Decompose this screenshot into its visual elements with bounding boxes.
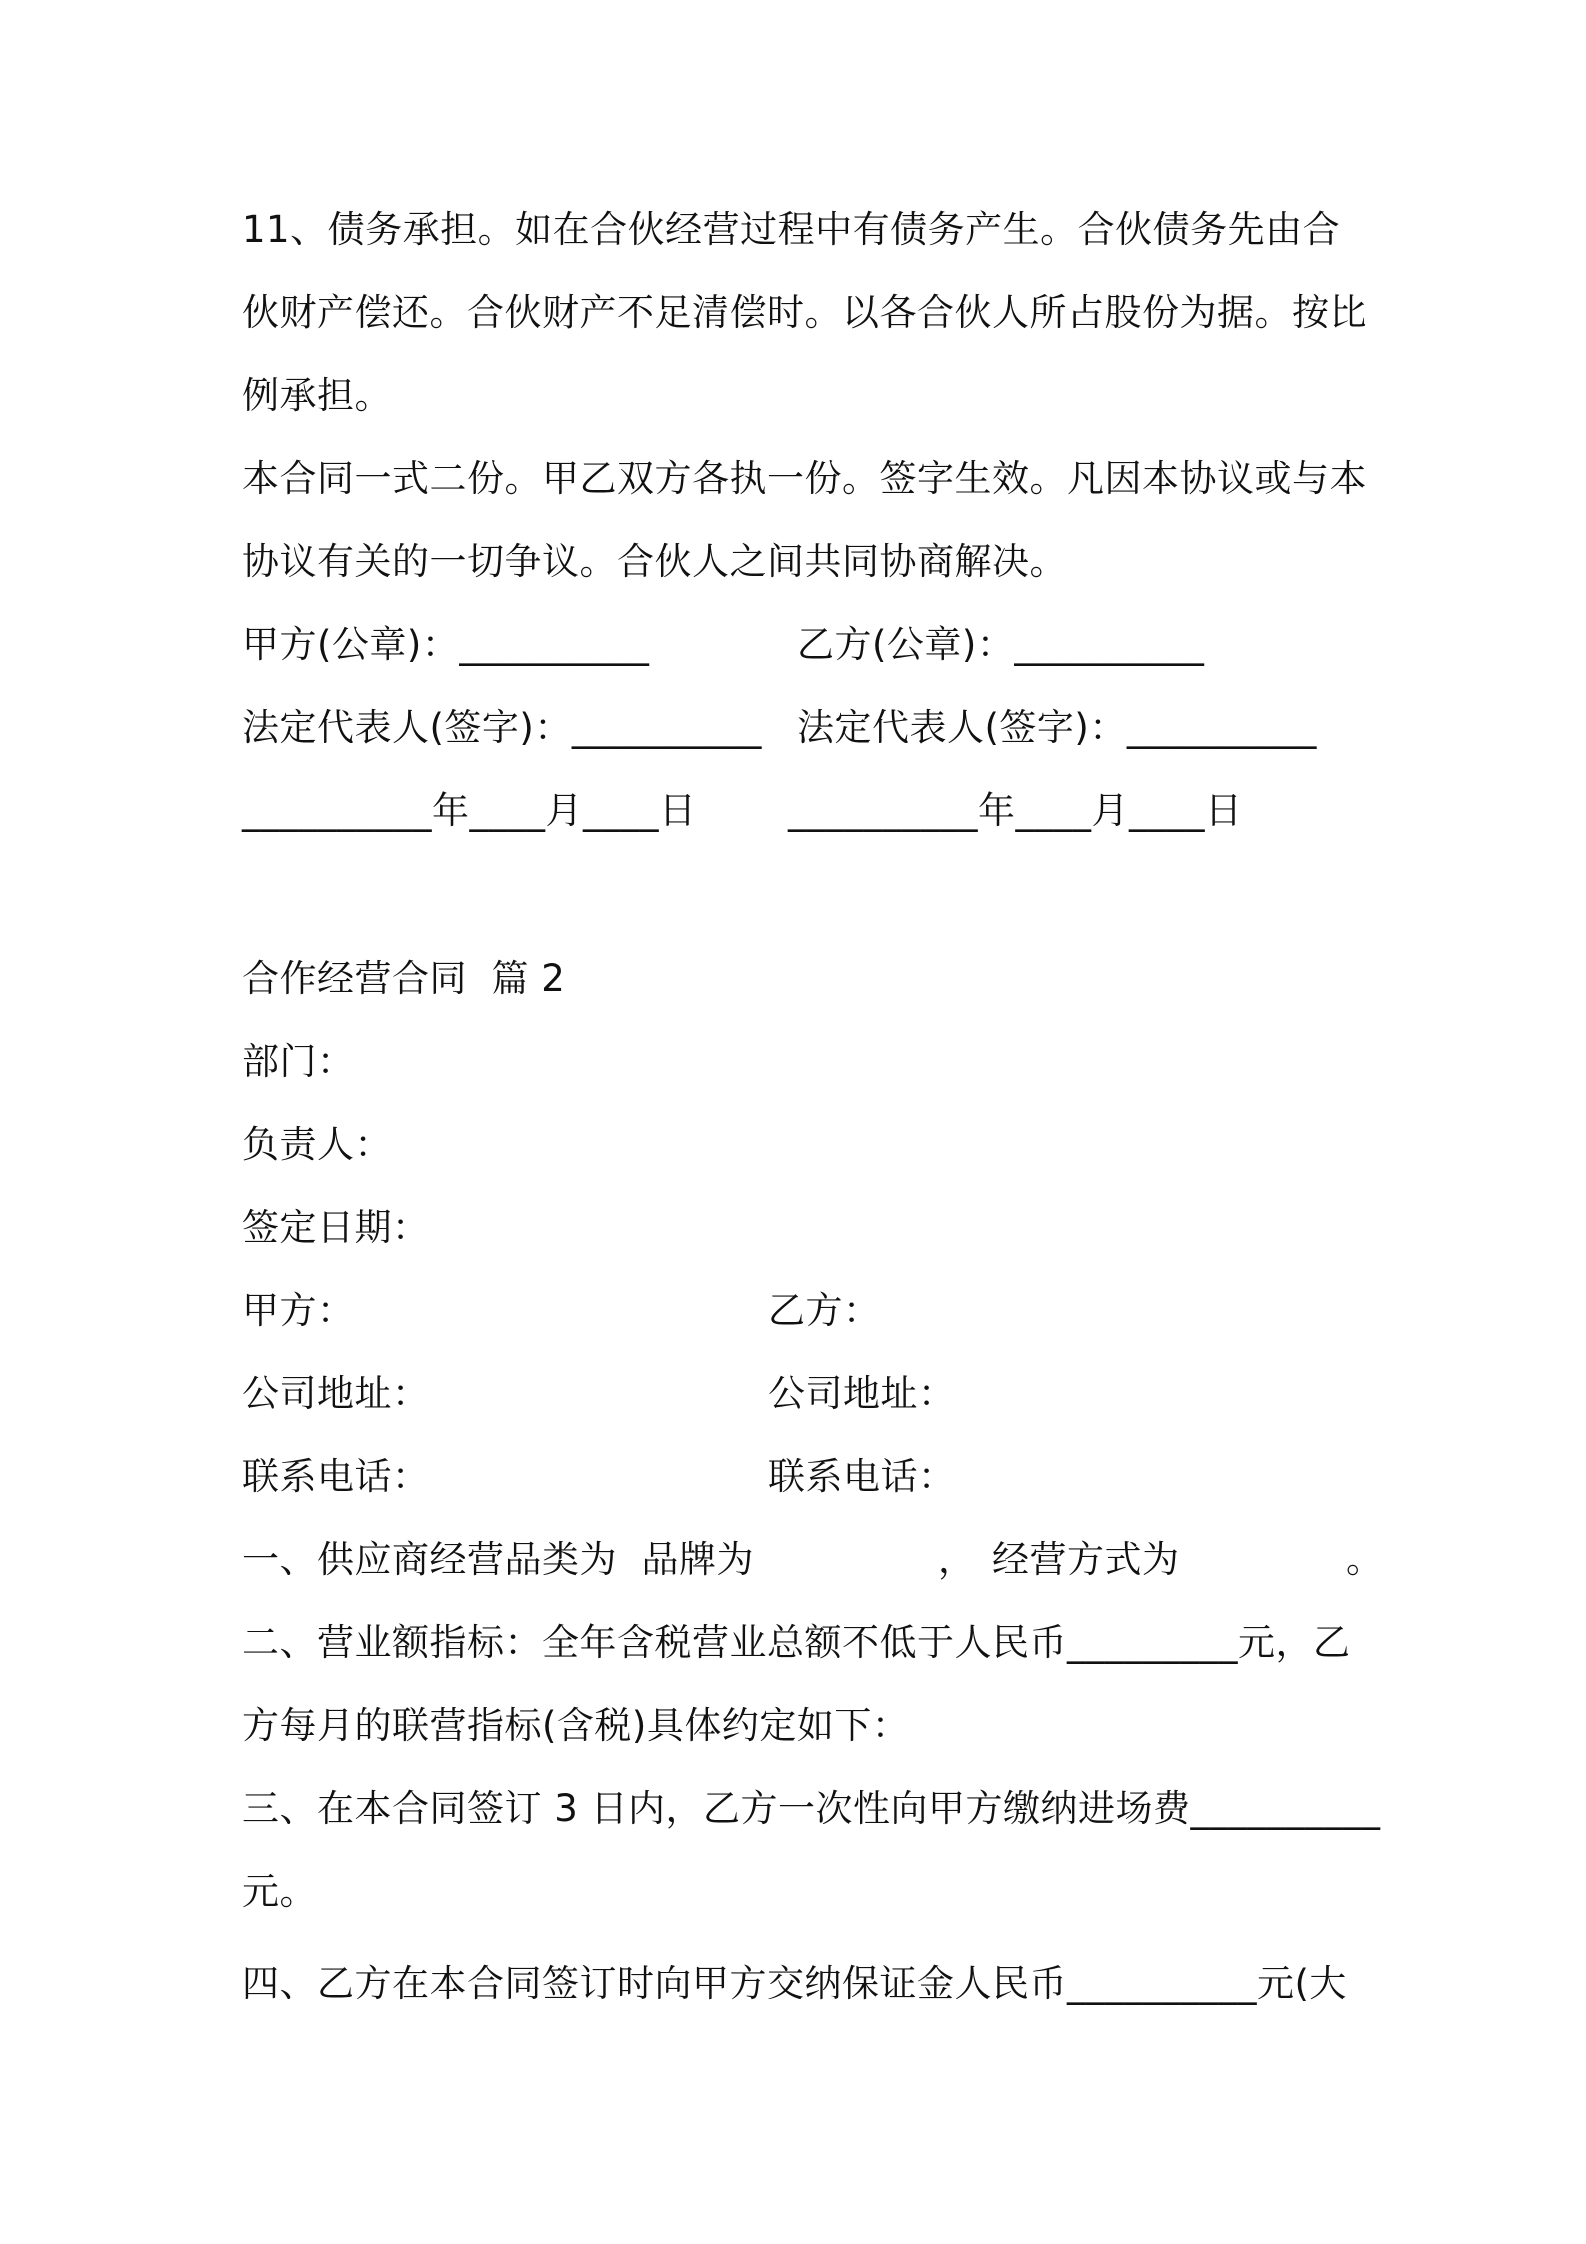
item-2-line-2: 方每月的联营指标(含税)具体约定如下：	[242, 1704, 910, 1747]
party-a-label: 甲方：	[242, 1289, 355, 1332]
item-4-line-1: 四、乙方在本合同签订时向甲方交纳保证金人民币__________元(大	[242, 1962, 1347, 2005]
sign-date-label: 签定日期：	[242, 1206, 430, 1249]
party-a-seal: 甲方(公章)：__________	[242, 623, 650, 666]
item-3-line-1: 三、在本合同签订 3 日内，乙方一次性向甲方缴纳进场费__________	[242, 1787, 1381, 1830]
party-b-date: __________年____月____日	[788, 789, 1243, 832]
item-1-comma: ，	[938, 1538, 976, 1581]
closing-line-2: 协议有关的一切争议。合伙人之间共同协商解决。	[242, 540, 1067, 583]
item-2-line-1: 二、营业额指标：全年含税营业总额不低于人民币_________元，乙	[242, 1621, 1351, 1664]
party-a-date: __________年____月____日	[242, 789, 697, 832]
phone-b-label: 联系电话：	[768, 1455, 956, 1498]
item-3-line-2: 元。	[242, 1870, 317, 1913]
item-1-operation-mode: 经营方式为	[992, 1538, 1180, 1581]
party-b-representative: 法定代表人(签字)：__________	[797, 706, 1317, 749]
contract-title: 合作经营合同 篇 2	[242, 957, 566, 1000]
phone-a-label: 联系电话：	[242, 1455, 430, 1498]
closing-line-1: 本合同一式二份。甲乙双方各执一份。签字生效。凡因本协议或与本	[242, 457, 1367, 500]
party-b-seal: 乙方(公章)：__________	[797, 623, 1205, 666]
clause-11-line-2: 伙财产偿还。合伙财产不足清偿时。以各合伙人所占股份为据。按比	[242, 291, 1367, 334]
clause-11-line-3: 例承担。	[242, 374, 392, 417]
department-label: 部门：	[242, 1040, 355, 1083]
responsible-person-label: 负责人：	[242, 1123, 392, 1166]
company-address-b-label: 公司地址：	[768, 1372, 956, 1415]
clause-11-line-1: 11、债务承担。如在合伙经营过程中有债务产生。合伙债务先由合	[242, 208, 1341, 251]
item-1-category-brand: 一、供应商经营品类为 品牌为	[242, 1538, 755, 1581]
item-1-period: 。	[1346, 1538, 1384, 1581]
company-address-a-label: 公司地址：	[242, 1372, 430, 1415]
party-a-representative: 法定代表人(签字)：__________	[242, 706, 762, 749]
party-b-label: 乙方：	[768, 1289, 881, 1332]
